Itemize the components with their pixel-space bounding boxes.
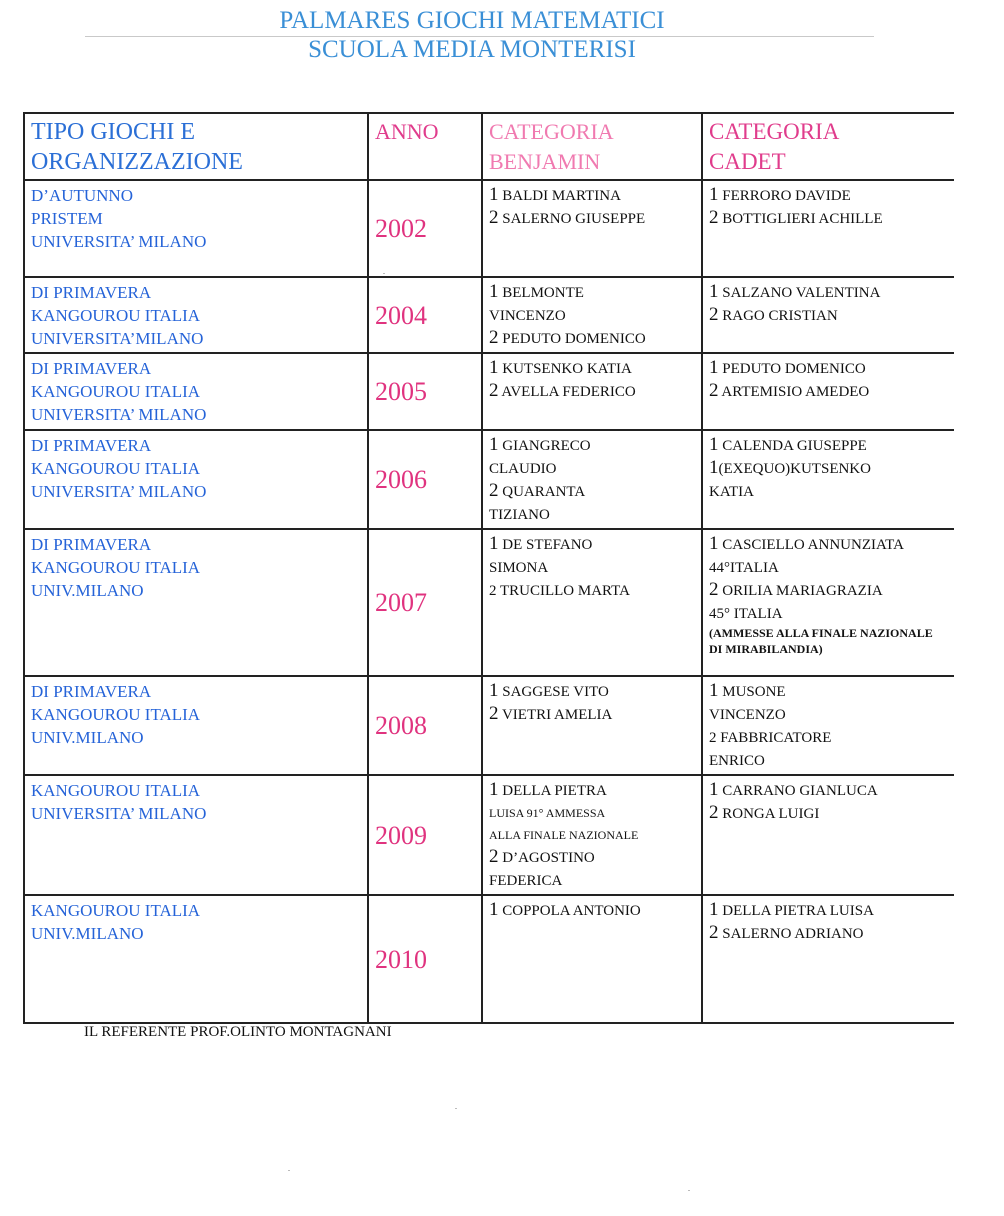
winner-entry	[489, 304, 696, 327]
winner-name: RONGA LUIGI	[718, 806, 820, 822]
winner-name: PEDUTO DOMENICO	[498, 331, 646, 347]
table-row	[24, 775, 954, 895]
winner-entry	[489, 556, 696, 579]
rank-number: 2	[709, 579, 719, 600]
winner-name: DELLA PIETRA	[498, 783, 607, 799]
cell-benjamin	[482, 277, 702, 353]
organization-line: UNIVERSITA’ MILANO	[31, 482, 207, 501]
cell-benjamin	[482, 676, 702, 775]
winner-name: CALENDA GIUSEPPE	[718, 438, 867, 454]
winner-name: RAGO CRISTIAN	[718, 308, 838, 324]
cell-cadet	[702, 353, 954, 430]
rank-number: 1	[489, 779, 499, 800]
rank-number: 1	[709, 457, 719, 478]
rank-number: 1	[489, 434, 499, 455]
winner-entry	[489, 533, 696, 556]
winner-name: TIZIANO	[489, 507, 550, 523]
cell-year: 2007	[368, 529, 482, 676]
winner-entry	[489, 779, 696, 802]
rank-number: 1	[709, 184, 719, 205]
rank-number: 2	[489, 846, 499, 867]
rank-number: 1	[709, 533, 719, 554]
winner-entry	[709, 556, 949, 579]
cell-cadet	[702, 180, 954, 277]
winner-name: CARRANO GIANLUCA	[718, 783, 878, 799]
winner-entry	[489, 357, 696, 380]
winner-entry	[709, 207, 949, 230]
cell-year: 2002	[368, 180, 482, 277]
cell-year: 2009	[368, 775, 482, 895]
winner-name: ARTEMISIO AMEDEO	[718, 384, 870, 400]
winner-name: ORILIA MARIAGRAZIA	[718, 583, 883, 599]
winner-name: FERRORO DAVIDE	[718, 188, 851, 204]
organization-line: KANGOUROU ITALIA	[31, 781, 201, 800]
rank-number: 2	[709, 802, 719, 823]
winner-entry	[489, 869, 696, 892]
winner-entry	[709, 680, 949, 703]
cell-benjamin	[482, 430, 702, 529]
rank-number: 1	[709, 680, 719, 701]
winner-name: VINCENZO	[709, 707, 786, 723]
organization-line: DI PRIMAVERA	[31, 283, 152, 302]
winner-name: SALERNO GIUSEPPE	[498, 211, 646, 227]
winner-entry	[489, 457, 696, 480]
cell-year: 2006	[368, 430, 482, 529]
column-header-benjamin	[482, 113, 702, 180]
organization-line: DI PRIMAVERA	[31, 436, 152, 455]
winner-name: 45° ITALIA	[709, 606, 783, 622]
winner-name: VINCENZO	[489, 308, 566, 324]
winner-note: ALLA FINALE NAZIONALE	[489, 828, 639, 842]
cell-year: 2008	[368, 676, 482, 775]
title-line-1: PALMARES GIOCHI MATEMATICI	[279, 7, 665, 34]
organization-line: UNIVERSITA’ MILANO	[31, 405, 207, 424]
rank-number: 1	[709, 899, 719, 920]
winner-name: AVELLA FEDERICO	[498, 384, 636, 400]
table-header-row	[24, 113, 954, 180]
rank-number: 1	[489, 281, 499, 302]
winner-entry	[489, 703, 696, 726]
organization-line: KANGOUROU ITALIA	[31, 459, 201, 478]
column-header-anno: ANNO	[368, 113, 482, 180]
table-row	[24, 676, 954, 775]
winner-name: QUARANTA	[498, 484, 586, 500]
column-header-cadet-line-1: CATEGORIA	[709, 119, 840, 144]
cell-year: 2004	[368, 277, 482, 353]
winner-name: COPPOLA ANTONIO	[498, 903, 641, 919]
winner-entry	[709, 922, 949, 945]
winner-entry	[709, 480, 949, 503]
winner-note: LUISA 91° AMMESSA	[489, 806, 606, 820]
winner-entry	[489, 680, 696, 703]
cell-year: 2010	[368, 895, 482, 1023]
organization-line: D’AUTUNNO	[31, 186, 133, 205]
cell-organization	[24, 895, 368, 1023]
rank-number: 1	[709, 434, 719, 455]
winner-entry	[709, 749, 949, 772]
winner-entry	[489, 434, 696, 457]
organization-line: UNIV.MILANO	[31, 924, 144, 943]
organization-line: KANGOUROU ITALIA	[31, 558, 201, 577]
rank-number: 2	[489, 480, 499, 501]
winner-entry	[489, 899, 696, 922]
winner-name: SAGGESE VITO	[498, 684, 609, 700]
column-header-benjamin-line-1: CATEGORIA	[489, 119, 614, 144]
winner-name: KATIA	[709, 484, 754, 500]
rank-number: 2	[709, 380, 719, 401]
winner-entry	[489, 480, 696, 503]
rank-number: 2	[709, 304, 719, 325]
rank-number: 1	[709, 357, 719, 378]
winner-name: ENRICO	[709, 753, 765, 769]
winner-name: SALZANO VALENTINA	[718, 285, 881, 301]
cell-benjamin	[482, 353, 702, 430]
winner-entry	[489, 207, 696, 230]
winner-entry	[489, 846, 696, 869]
winner-name: 2 TRUCILLO MARTA	[489, 583, 630, 599]
cell-organization	[24, 430, 368, 529]
rank-number: 2	[489, 207, 499, 228]
rank-number: 1	[709, 779, 719, 800]
winner-entry	[709, 899, 949, 922]
organization-line: UNIVERSITA’ MILANO	[31, 232, 207, 251]
organization-line: PRISTEM	[31, 209, 103, 228]
column-header-tipo-line-2: ORGANIZZAZIONE	[31, 149, 243, 175]
rank-number: 1	[489, 680, 499, 701]
title-line-2: SCUOLA MEDIA MONTERISI	[308, 36, 636, 63]
column-header-tipo-line-1: TIPO GIOCHI E	[31, 119, 195, 145]
cell-organization	[24, 775, 368, 895]
palmares-table	[23, 112, 954, 1024]
table-row	[24, 895, 954, 1023]
document-title	[0, 6, 1004, 64]
cell-benjamin	[482, 775, 702, 895]
cell-cadet	[702, 775, 954, 895]
winner-entry	[489, 327, 696, 350]
winner-name: SIMONA	[489, 560, 549, 576]
winner-name: 2 FABBRICATORE	[709, 730, 832, 746]
cell-cadet	[702, 529, 954, 676]
winner-name: SALERNO ADRIANO	[718, 926, 864, 942]
winner-entry	[709, 357, 949, 380]
cell-organization	[24, 353, 368, 430]
winner-name: BALDI MARTINA	[498, 188, 621, 204]
winner-name: FEDERICA	[489, 873, 563, 889]
winner-name: CASCIELLO ANNUNZIATA	[718, 537, 904, 553]
rank-number: 1	[489, 357, 499, 378]
organization-line: UNIV.MILANO	[31, 728, 144, 747]
winner-entry	[709, 802, 949, 825]
organization-line: DI PRIMAVERA	[31, 682, 152, 701]
winner-entry	[489, 281, 696, 304]
cell-organization	[24, 180, 368, 277]
rank-number: 1	[489, 533, 499, 554]
winner-name: CLAUDIO	[489, 461, 557, 477]
column-header-cadet-line-2: CADET	[709, 149, 786, 174]
organization-line: KANGOUROU ITALIA	[31, 705, 201, 724]
rank-number: 2	[709, 207, 719, 228]
cell-year: 2005	[368, 353, 482, 430]
column-header-cadet	[702, 113, 954, 180]
winner-entry	[709, 281, 949, 304]
winner-entry	[709, 457, 949, 480]
winner-name: MUSONE	[718, 684, 786, 700]
table-row	[24, 180, 954, 277]
winner-name: BOTTIGLIERI ACHILLE	[718, 211, 883, 227]
winner-entry	[489, 380, 696, 403]
organization-line: DI PRIMAVERA	[31, 535, 152, 554]
table-row	[24, 529, 954, 676]
winner-note: (AMMESSE ALLA FINALE NAZIONALE DI MIRABILANDIA)	[709, 626, 933, 656]
winner-entry	[709, 533, 949, 556]
organization-line: DI PRIMAVERA	[31, 359, 152, 378]
winner-entry	[709, 304, 949, 327]
table-row	[24, 430, 954, 529]
winner-name: KUTSENKO KATIA	[498, 361, 632, 377]
table-row	[24, 277, 954, 353]
winner-name: (EXEQUO)KUTSENKO	[718, 461, 871, 477]
winner-entry	[709, 726, 949, 749]
winner-name: DE STEFANO	[498, 537, 593, 553]
organization-line: UNIV.MILANO	[31, 581, 144, 600]
organization-line: UNIVERSITA’MILANO	[31, 329, 204, 348]
winner-name: BELMONTE	[498, 285, 584, 301]
column-header-tipo	[24, 113, 368, 180]
winner-entry	[709, 703, 949, 726]
cell-cadet	[702, 277, 954, 353]
cell-benjamin	[482, 895, 702, 1023]
column-header-benjamin-line-2: BENJAMIN	[489, 149, 601, 174]
organization-line: UNIVERSITA’ MILANO	[31, 804, 207, 823]
winner-entry	[709, 184, 949, 207]
winner-entry	[709, 380, 949, 403]
cell-cadet	[702, 895, 954, 1023]
cell-benjamin	[482, 529, 702, 676]
winner-name: VIETRI AMELIA	[498, 707, 613, 723]
rank-number: 1	[709, 281, 719, 302]
winner-name: DELLA PIETRA LUISA	[718, 903, 874, 919]
winner-entry	[709, 602, 949, 625]
organization-line: KANGOUROU ITALIA	[31, 306, 201, 325]
cell-organization	[24, 277, 368, 353]
winner-entry	[709, 579, 949, 602]
cell-organization	[24, 676, 368, 775]
rank-number: 1	[489, 899, 499, 920]
winner-entry	[709, 779, 949, 802]
rank-number: 2	[709, 922, 719, 943]
organization-line: KANGOUROU ITALIA	[31, 901, 201, 920]
cell-cadet	[702, 430, 954, 529]
winner-entry	[489, 579, 696, 602]
winner-name: GIANGRECO	[498, 438, 591, 454]
winner-entry	[709, 434, 949, 457]
rank-number: 2	[489, 380, 499, 401]
cell-organization	[24, 529, 368, 676]
cell-cadet	[702, 676, 954, 775]
rank-number: 1	[489, 184, 499, 205]
rank-number: 2	[489, 703, 499, 724]
organization-line: KANGOUROU ITALIA	[31, 382, 201, 401]
table-row	[24, 353, 954, 430]
winner-name: D’AGOSTINO	[498, 850, 595, 866]
winner-name: 44°ITALIA	[709, 560, 779, 576]
referente-signature: IL REFERENTE PROF.OLINTO MONTAGNANI	[84, 1024, 392, 1040]
cell-benjamin	[482, 180, 702, 277]
rank-number: 2	[489, 327, 499, 348]
winner-entry	[489, 184, 696, 207]
winner-entry	[489, 503, 696, 526]
winner-name: PEDUTO DOMENICO	[718, 361, 866, 377]
